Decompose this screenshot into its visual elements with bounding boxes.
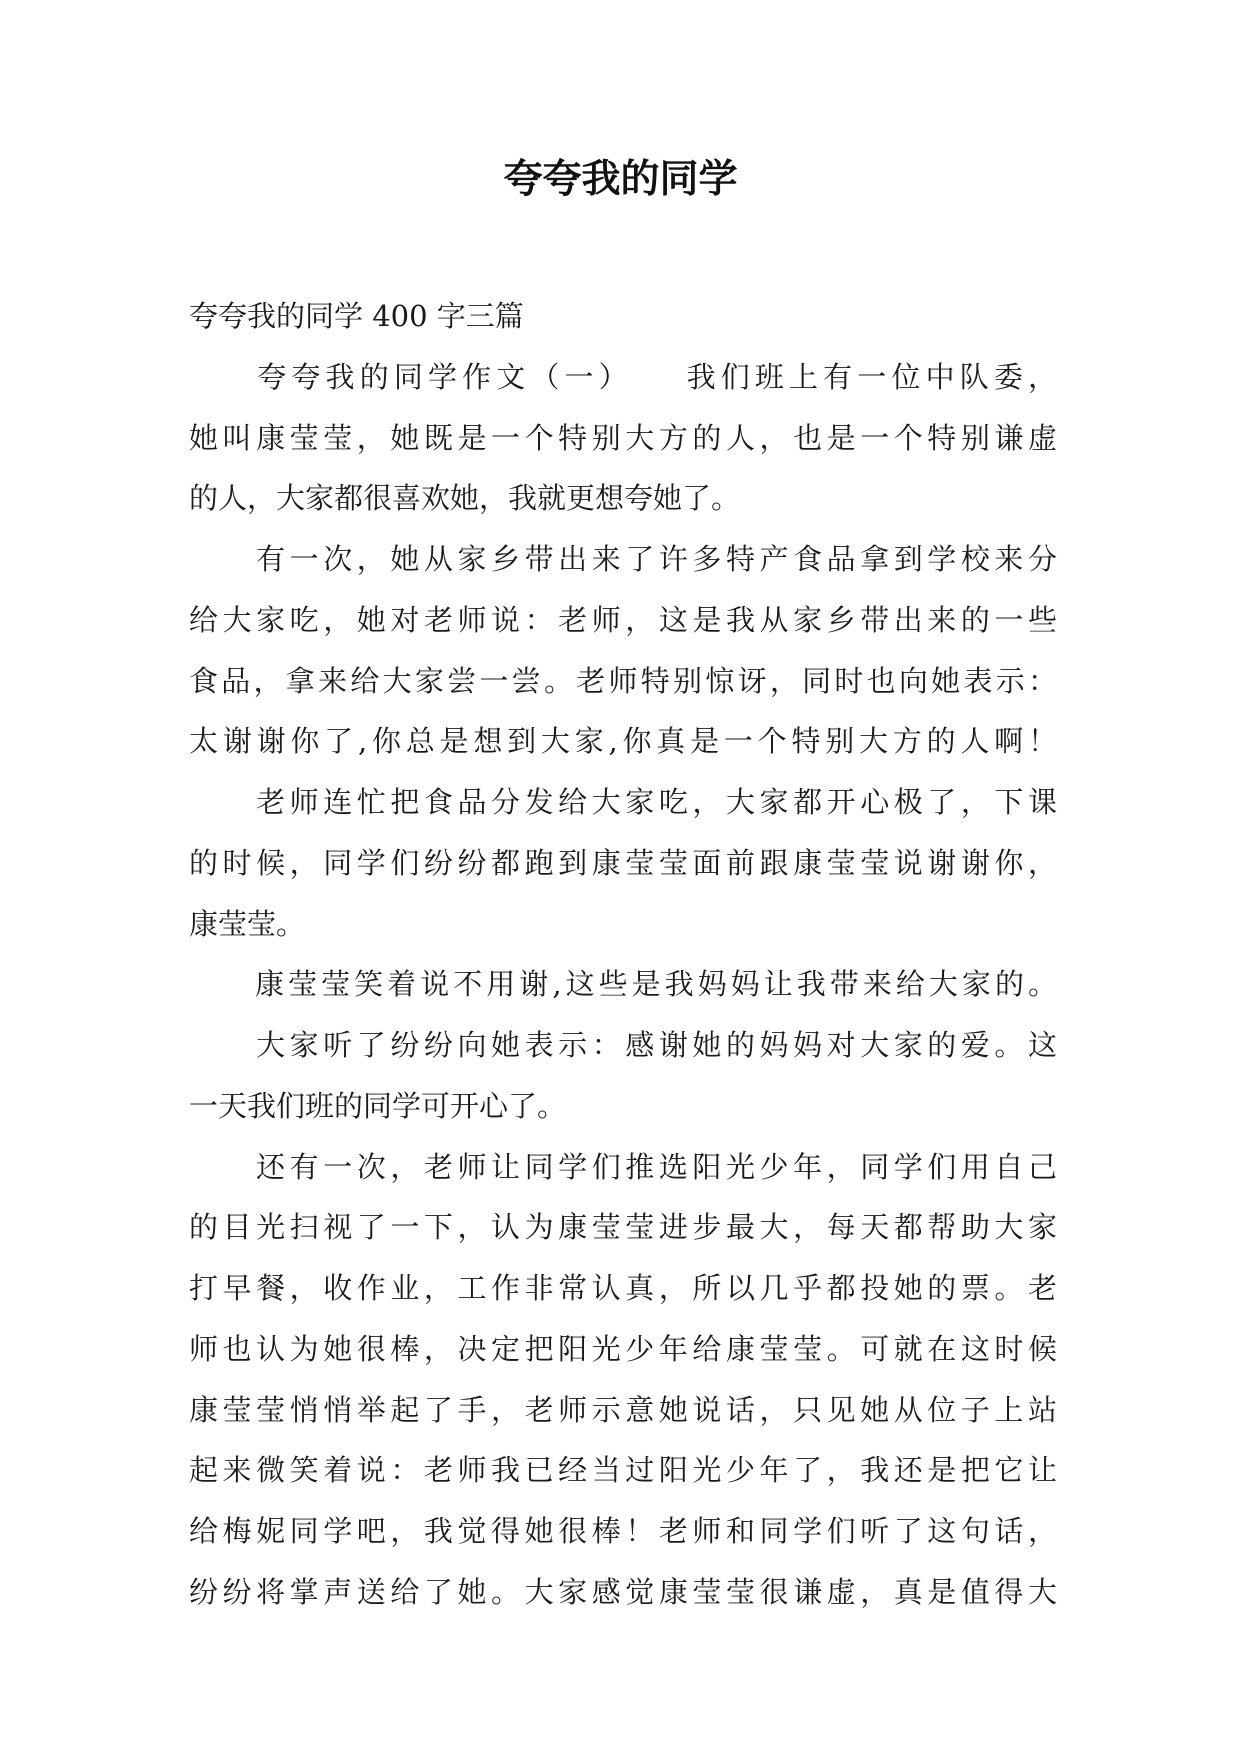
body-line-9: 的时候，同学们纷纷都跑到康莹莹面前跟康莹莹说谢谢你， [189,846,1057,880]
body-line-14: 还有一次，老师让同学们推选阳光少年，同学们用自己 [189,1150,1057,1184]
body-line-15: 的目光扫视了一下，认为康莹莹进步最大，每天都帮助大家 [189,1210,1057,1244]
document-subtitle: 夸夸我的同学 400 字三篇 [189,299,524,333]
body-line-5: 给大家吃，她对老师说：老师，这是我从家乡带出来的一些 [189,603,1057,637]
body-line-10: 康莹莹。 [189,907,306,941]
body-line-4: 有一次，她从家乡带出来了许多特产食品拿到学校来分 [189,542,1057,576]
body-line-12: 大家听了纷纷向她表示：感谢她的妈妈对大家的爱。这 [189,1028,1057,1062]
body-line-20: 给梅妮同学吧，我觉得她很棒！老师和同学们听了这句话， [189,1514,1057,1548]
body-line-17: 师也认为她很棒，决定把阳光少年给康莹莹。可就在这时候 [189,1332,1057,1366]
body-line-18: 康莹莹悄悄举起了手，老师示意她说话，只见她从位子上站 [189,1393,1057,1427]
body-line-21: 纷纷将掌声送给了她。大家感觉康莹莹很谦虚，真是值得大 [189,1575,1057,1609]
body-line-3: 的人，大家都很喜欢她，我就更想夸她了。 [189,481,741,515]
body-line-16: 打早餐，收作业，工作非常认真，所以几乎都投她的票。老 [189,1271,1057,1305]
body-line-19: 起来微笑着说：老师我已经当过阳光少年了，我还是把它让 [189,1453,1057,1487]
body-line-1: 夸夸我的同学作文（一） 我们班上有一位中队委， [189,360,1057,394]
body-line-6: 食品，拿来给大家尝一尝。老师特别惊讶，同时也向她表示： [189,664,1057,698]
body-line-2: 她叫康莹莹，她既是一个特别大方的人，也是一个特别谦虚 [189,421,1057,455]
body-line-7: 太谢谢你了,你总是想到大家,你真是一个特别大方的人啊！ [189,724,1057,758]
body-line-13: 一天我们班的同学可开心了。 [189,1089,567,1123]
body-line-8: 老师连忙把食品分发给大家吃，大家都开心极了，下课 [189,785,1057,819]
body-line-11: 康莹莹笑着说不用谢,这些是我妈妈让我带来给大家的。 [189,967,1057,1001]
document-title: 夸夸我的同学 [503,157,738,202]
